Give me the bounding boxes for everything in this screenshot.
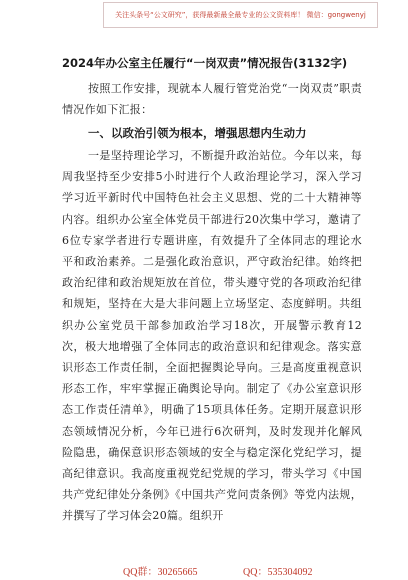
footer-qq-number: QQ：535304092 bbox=[243, 567, 313, 578]
footer-contact bbox=[0, 562, 408, 580]
section-heading: 一、以政治引领为根本，增强思想内生动力 bbox=[88, 126, 307, 140]
body-paragraph: 一是坚持理论学习，不断提升政治站位。今年以来，每周我坚持至少安排5小时进行个人政治理论学习，深入学习学习近平新时代中国特色社会主义思想、党的二十大精神等内容。组织办公室全体党员干部进行20次集中学习，邀请了6位专家学者进行专题讲座，有效提升了全体同志的理论水平和政治素养。二是强化政治意识，严守政治纪律。始终把政治纪律和政治规矩放在首位，带头遵守党的各项政治纪律和规矩，坚持在大是大非问题上立场坚定、态度鲜明。共组织办公室党员干部参加政治学习18次，开展警示教育12次，极大地增强了全体同志的政治意识和纪律观念。落实意识形态工作责任制，全面把握舆论导向。三是高度重视意识形态工作，牢牢掌握正确舆论导向。制定了《办公室意识形态工作责任清单》，明确了15项具体任务。定期开展意识形态领域情况分析，今年已进行6次研判，及时发现并化解风险隐患，确保意识形态领域的安全与稳定深化党纪学习，提高纪律意识。我高度重视党纪党规的学习，带头学习《中国共产党纪律处分条例》《中国共产党问责条例》等党内法规，并撰写了学习体会20篇。组织开 bbox=[62, 149, 362, 523]
header-banner bbox=[103, 2, 378, 28]
intro-paragraph: 按照工作安排，现就本人履行管党治党“一岗双责”职责情况作如下汇报： bbox=[62, 82, 362, 117]
banner-text: 关注头条号“公文研究”，获得最新最全最专业的公文资料库！ 微信：gongwenyj bbox=[115, 11, 366, 19]
document-title: 2024年办公室主任履行“一岗双责”情况报告(3132字) bbox=[62, 56, 348, 70]
footer-qq-group: QQ群：30265665 bbox=[123, 567, 198, 578]
